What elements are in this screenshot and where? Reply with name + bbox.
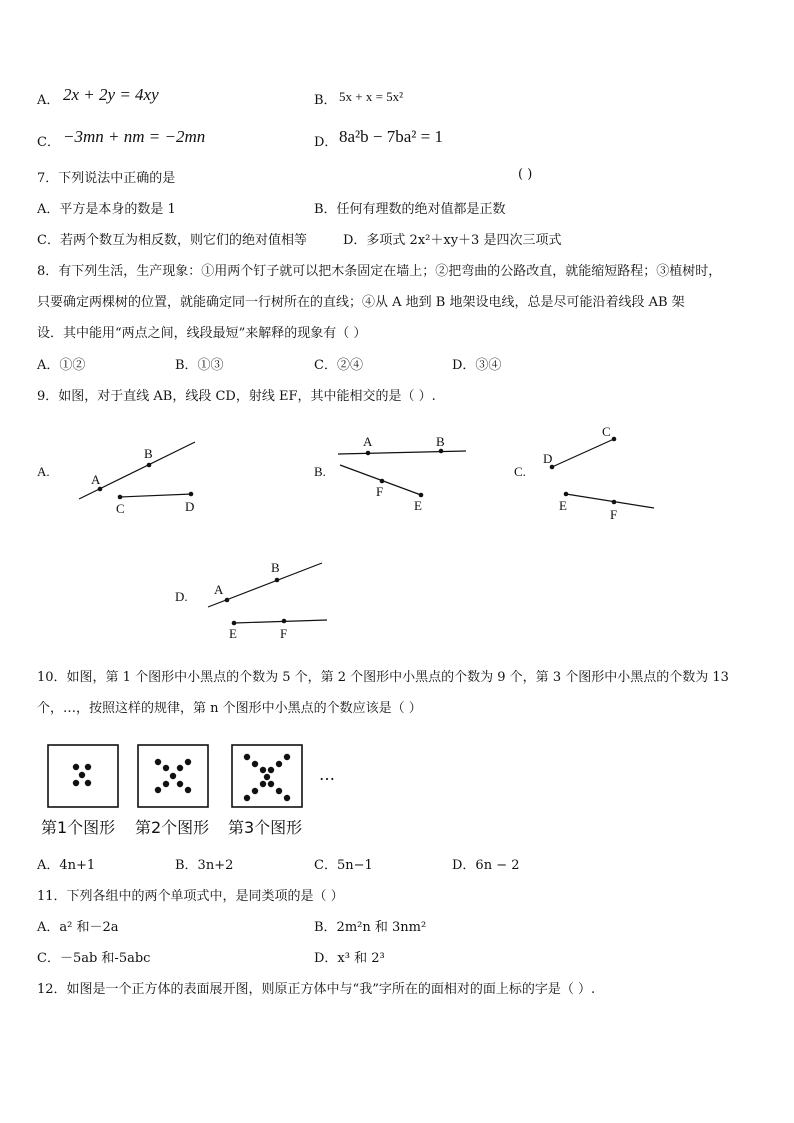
q6-option-d-label: D． xyxy=(314,135,338,150)
q9-figure-b-point-f: F xyxy=(376,484,384,499)
q6-option-c-label: C． xyxy=(37,135,60,150)
q11-stem: 11．下列各组中的两个单项式中，是同类项的是（ ） xyxy=(37,889,344,904)
q8-stem-line2: 只要确定两棵树的位置，就能确定同一行树所在的直线；④从 A 地到 B 地架设电线，总是尽可能沿着线段 AB 架 xyxy=(37,295,685,310)
q8-stem-line1: 8．有下列生活，生产现象：①用两个钉子就可以把木条固定在墙上；②把弯曲的公路改直，就能缩短路程；③植树时， xyxy=(37,264,722,279)
q11-option-d: D．x³ 和 2³ xyxy=(314,951,385,966)
q8-option-a: A．①② xyxy=(37,358,86,373)
q10-stem-line1: 10．如图，第 1 个图形中小黑点的个数为 5 个，第 2 个图形中小黑点的个数为 9 个，第 3 个图形中小黑点的个数为 13 xyxy=(37,670,729,685)
q8-option-b: B．①③ xyxy=(175,358,224,373)
q11-option-a: A．a² 和－2a xyxy=(37,920,119,935)
q9-figure-b-point-b: B xyxy=(436,434,445,449)
q7-option-b: B．任何有理数的绝对值都是正数 xyxy=(314,202,506,217)
q9-figure-a-point-a: A xyxy=(91,472,101,487)
q10-option-b: B．3n+2 xyxy=(175,858,234,873)
q6-option-b-label: B． xyxy=(314,93,337,108)
q6-option-a: 2x + 2y = 4xy xyxy=(63,85,159,104)
q10-caption-2: 第2个图形 xyxy=(135,818,210,837)
q9-figure-a-point-b: B xyxy=(144,446,153,461)
q9-figure-d-point-b: B xyxy=(271,560,280,575)
q9-figure-a-label: A. xyxy=(37,464,50,479)
q11-option-b: B．2m²n 和 3nm² xyxy=(314,920,427,935)
q10-caption-3: 第3个图形 xyxy=(228,818,303,837)
q7-option-c: C．若两个数互为相反数，则它们的绝对值相等 xyxy=(37,233,307,248)
q10-stem-line2: 个，…，按照这样的规律，第 n 个图形中小黑点的个数应该是（ ） xyxy=(37,701,422,716)
q9-figure-d-label: D. xyxy=(175,589,188,604)
q9-figure-c-point-f: F xyxy=(610,507,618,522)
q11-option-c: C．－5ab 和-5abc xyxy=(37,951,151,966)
q6-option-a-label: A． xyxy=(37,93,60,108)
q9-figure-a-point-c: C xyxy=(116,501,125,516)
q8-option-d: D．③④ xyxy=(452,358,502,373)
q10-option-d: D．6n − 2 xyxy=(452,858,520,873)
q10-figure-1 xyxy=(48,745,118,807)
q9-figure-d-point-a: A xyxy=(214,582,224,597)
q10-ellipsis: … xyxy=(319,765,337,784)
q9-figure-c-point-d: D xyxy=(543,451,553,466)
q10-figure-3 xyxy=(232,745,302,807)
q6-option-d: 8a²b − 7ba² = 1 xyxy=(339,127,443,146)
q8-stem-line3: 设．其中能用“两点之间，线段最短”来解释的现象有（ ） xyxy=(37,326,367,341)
q10-figure-2 xyxy=(138,745,208,807)
q6-option-b: 5x + x = 5x² xyxy=(339,89,404,104)
q9-figure-c-label: C. xyxy=(514,464,526,479)
q9-figure-d-point-e: E xyxy=(229,626,237,641)
q10-option-c: C．5n−1 xyxy=(314,858,373,873)
q7-answer-bracket: ( ) xyxy=(518,167,533,182)
q9-figure-c-point-c: C xyxy=(602,424,611,439)
q8-option-c: C．②④ xyxy=(314,358,363,373)
q10-caption-1: 第1个图形 xyxy=(41,818,116,837)
q9-figure-a-point-d: D xyxy=(185,499,195,514)
q7-stem: 7．下列说法中正确的是 xyxy=(37,171,176,186)
q9-stem: 9．如图，对于直线 AB，线段 CD，射线 EF，其中能相交的是（ ）. xyxy=(37,389,436,404)
q9-figure-c-point-e: E xyxy=(559,498,567,513)
q12-stem: 12．如图是一个正方体的表面展开图，则原正方体中与“我”字所在的面相对的面上标的字是（ ）. xyxy=(37,982,596,997)
q9-figure-b-label: B. xyxy=(314,464,326,479)
q7-option-d: D．多项式 2x²＋xy＋3 是四次三项式 xyxy=(343,233,562,248)
q9-figure-d-point-f: F xyxy=(280,626,288,641)
q7-option-a: A．平方是本身的数是 1 xyxy=(37,202,176,217)
q9-figure-b-point-a: A xyxy=(363,434,373,449)
q9-figure-b-point-e: E xyxy=(414,498,422,513)
q10-option-a: A．4n+1 xyxy=(37,858,96,873)
q6-option-c: −3mn + nm = −2mn xyxy=(63,127,206,146)
